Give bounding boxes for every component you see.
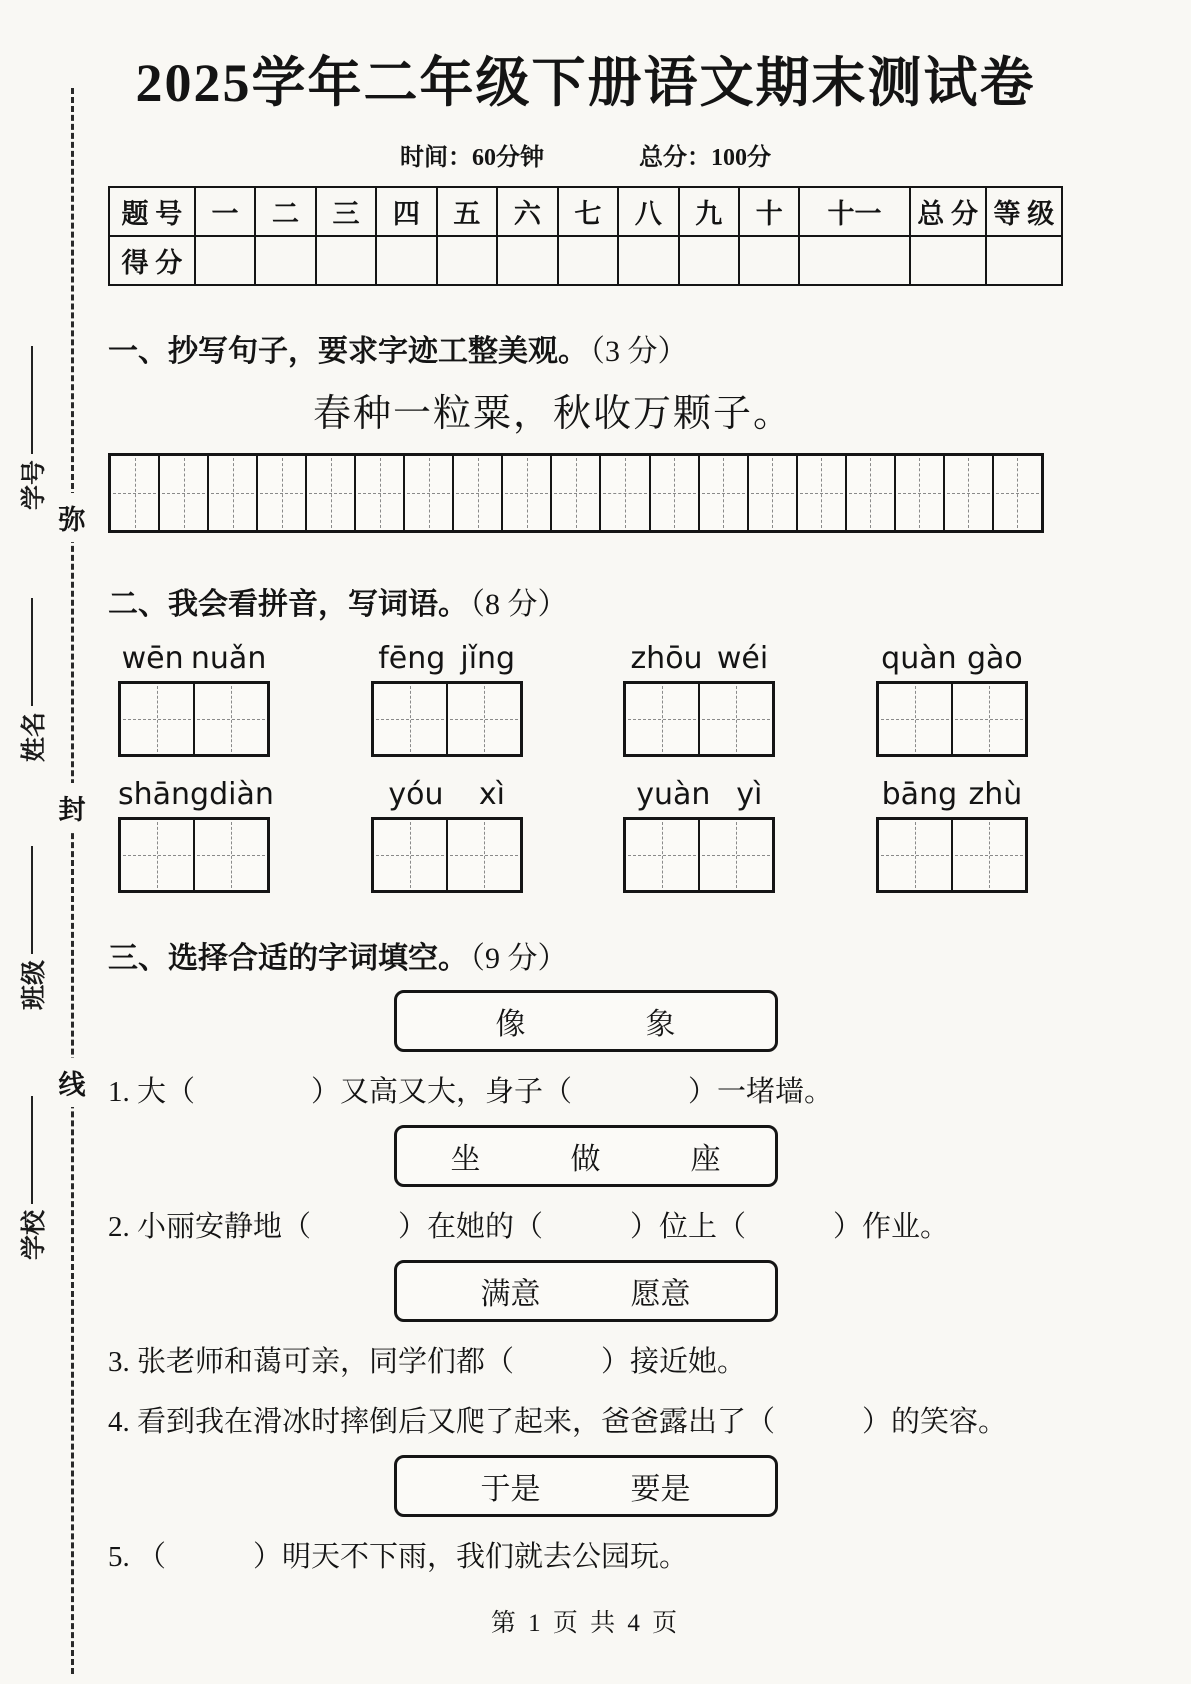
writing-cell [994,456,1041,530]
exam-total-score: 总分：100分 [639,145,771,171]
section-two-heading [108,579,1063,623]
writing-cell [111,456,160,530]
score-empty-cell [497,236,557,285]
seal-margin [0,0,104,1684]
seal-field-line [31,346,33,454]
seal-field-label: 学号 [20,459,48,510]
pinyin-syllable: xì [478,777,505,812]
score-table-header-cell: 四 [376,187,436,236]
writing-cell [374,820,448,890]
score-table-header-cell: 题 号 [109,187,195,236]
pinyin-word-group [623,641,775,757]
writing-cell [847,456,896,530]
pinyin-syllable: yóu [388,777,444,812]
score-empty-cell [558,236,618,285]
fill-blank-item: 3. 张老师和蔼可亲，同学们都（ ）接近她。 [108,1346,747,1379]
score-table-header-cell: 三 [316,187,376,236]
seal-char: 封 [56,783,88,832]
exam-meta [108,137,1063,172]
section-pinyin [108,579,1063,893]
writing-cell [879,820,953,890]
score-empty-cell [618,236,678,285]
pinyin-syllable: nuǎn [190,641,267,676]
fill-blank-item: 2. 小丽安静地（ ）在她的（ ）位上（ ）作业。 [108,1211,950,1244]
word-choice-box: 像 象 [394,990,778,1052]
score-table-header-cell: 总 分 [910,187,986,236]
score-empty-cell [437,236,497,285]
writing-cell [356,456,405,530]
seal-field-line [31,598,33,706]
seal-field-line [31,1096,33,1204]
pinyin-row [108,777,1028,893]
score-table-header-cell: 等 级 [986,187,1062,236]
writing-grid [108,453,1044,533]
pinyin-label [118,641,270,676]
writing-cell [448,820,520,890]
score-table-header-cell: 一 [195,187,255,236]
pinyin-syllable: wéi [716,641,769,676]
score-row-label: 得 分 [109,236,195,285]
section-copy-sentence [108,326,1063,533]
pinyin-rows [108,641,1063,893]
word-choice-box: 于是 要是 [394,1455,778,1517]
score-table-header-cell: 十一 [799,187,909,236]
pinyin-syllable: zhù [968,777,1023,812]
score-table-header-cell: 五 [437,187,497,236]
writing-cell [626,684,700,754]
section-one-label: 一、抄写句子，要求字迹工整美观。 [108,335,588,368]
writing-cell [749,456,798,530]
score-table [108,186,1063,286]
writing-cell [700,684,772,754]
seal-char: 线 [56,1058,88,1107]
pinyin-syllable: yuàn [636,777,711,812]
writing-cell [601,456,650,530]
answer-grid [371,681,523,757]
answer-grid [623,817,775,893]
pinyin-syllable: shāng [118,777,210,812]
writing-cell [798,456,847,530]
score-empty-cell [195,236,255,285]
score-table-header-cell: 八 [618,187,678,236]
seal-field-line [31,846,33,954]
exam-time-limit: 时间：60分钟 [400,145,544,171]
pinyin-word-group [623,777,775,893]
section-one-heading [108,326,1063,370]
pinyin-label [876,641,1028,676]
writing-cell [700,820,772,890]
seal-field-1 [17,320,47,510]
word-choice-box: 坐 做 座 [394,1125,778,1187]
pinyin-word-group [876,777,1028,893]
writing-cell [195,820,267,890]
writing-cell [626,820,700,890]
writing-cell [651,456,700,530]
score-empty-cell [799,236,909,285]
score-table-header-cell: 十 [739,187,799,236]
section-three-score: （9 分） [470,942,568,975]
score-empty-cell [986,236,1062,285]
writing-cell [405,456,454,530]
answer-grid [876,817,1028,893]
seal-field-label: 学校 [20,1209,48,1260]
writing-cell [896,456,945,530]
pinyin-word-group [371,641,523,757]
score-empty-cell [739,236,799,285]
pinyin-label [623,641,775,676]
pinyin-syllable: diàn [209,777,274,812]
pinyin-syllable: bāng [881,777,958,812]
seal-field-2 [17,572,47,762]
writing-cell [160,456,209,530]
writing-cell [374,684,448,754]
writing-cell [258,456,307,530]
score-empty-cell [316,236,376,285]
pinyin-syllable: gào [967,641,1023,676]
answer-grid [876,681,1028,757]
page-footer: 第 1 页 共 4 页 [490,1610,681,1638]
score-table-score-row [109,236,1062,285]
pinyin-syllable: zhōu [630,641,703,676]
writing-cell [945,456,994,530]
answer-grid [118,681,270,757]
writing-cell [121,820,195,890]
seal-field-label: 班级 [20,959,48,1010]
writing-cell [503,456,552,530]
pinyin-label [371,641,523,676]
word-choice-box: 满意 愿意 [394,1260,778,1322]
writing-cell [209,456,258,530]
score-table-header-row [109,187,1062,236]
fill-blank-item: 1. 大（ ）又高又大，身子（ ）一堵墙。 [108,1076,834,1108]
writing-cell [307,456,356,530]
writing-cell [121,684,195,754]
pinyin-syllable: yì [736,777,763,812]
pinyin-syllable: fēng [378,641,446,676]
writing-cell [552,456,601,530]
pinyin-syllable: wēn [121,641,184,676]
section-two-label: 二、我会看拼音，写词语。 [108,588,468,621]
answer-grid [623,681,775,757]
pinyin-word-group [118,641,270,757]
pinyin-label [371,777,523,812]
page-title: 2025学年二年级下册语文期末测试卷 [135,53,1036,113]
score-table-header-cell: 二 [255,187,315,236]
section-three-label: 三、选择合适的字词填空。 [108,942,468,975]
writing-cell [448,684,520,754]
pinyin-label [876,777,1028,812]
writing-cell [195,684,267,754]
section-two-score: （8 分） [470,588,568,621]
seal-char: 弥 [56,493,88,542]
pinyin-label [623,777,775,812]
score-empty-cell [376,236,436,285]
pinyin-row [108,641,1028,757]
answer-grid [118,817,270,893]
pinyin-word-group [371,777,523,893]
seal-field-4 [17,1070,47,1260]
score-table-header-cell: 九 [679,187,739,236]
score-empty-cell [255,236,315,285]
writing-cell [953,684,1025,754]
seal-field-3 [17,820,47,1010]
fill-blank-item: 5. （ ）明天不下雨，我们就去公园玩。 [108,1541,689,1574]
section-fill-blank [108,933,1063,1577]
writing-cell [953,820,1025,890]
writing-cell [879,684,953,754]
pinyin-label [118,777,274,812]
writing-cell [454,456,503,530]
score-empty-cell [679,236,739,285]
answer-grid [371,817,523,893]
writing-cell [700,456,749,530]
fill-blank-flow [108,990,1063,1577]
pinyin-syllable: quàn [881,641,957,676]
pinyin-word-group [876,641,1028,757]
pinyin-word-group [118,777,274,893]
pinyin-syllable: jǐng [460,641,516,676]
seal-field-label: 姓名 [20,711,48,762]
score-table-header-cell: 七 [558,187,618,236]
exam-content [108,0,1063,1639]
seal-dashed-line [71,88,74,1674]
score-empty-cell [910,236,986,285]
section-one-score: （3 分） [590,335,688,368]
score-table-header-cell: 六 [497,187,557,236]
copy-sentence: 春种一粒粟，秋收万颗子。 [313,393,794,435]
section-three-heading [108,933,1063,977]
fill-blank-item: 4. 看到我在滑冰时摔倒后又爬了起来，爸爸露出了（ ）的笑容。 [108,1406,1008,1439]
